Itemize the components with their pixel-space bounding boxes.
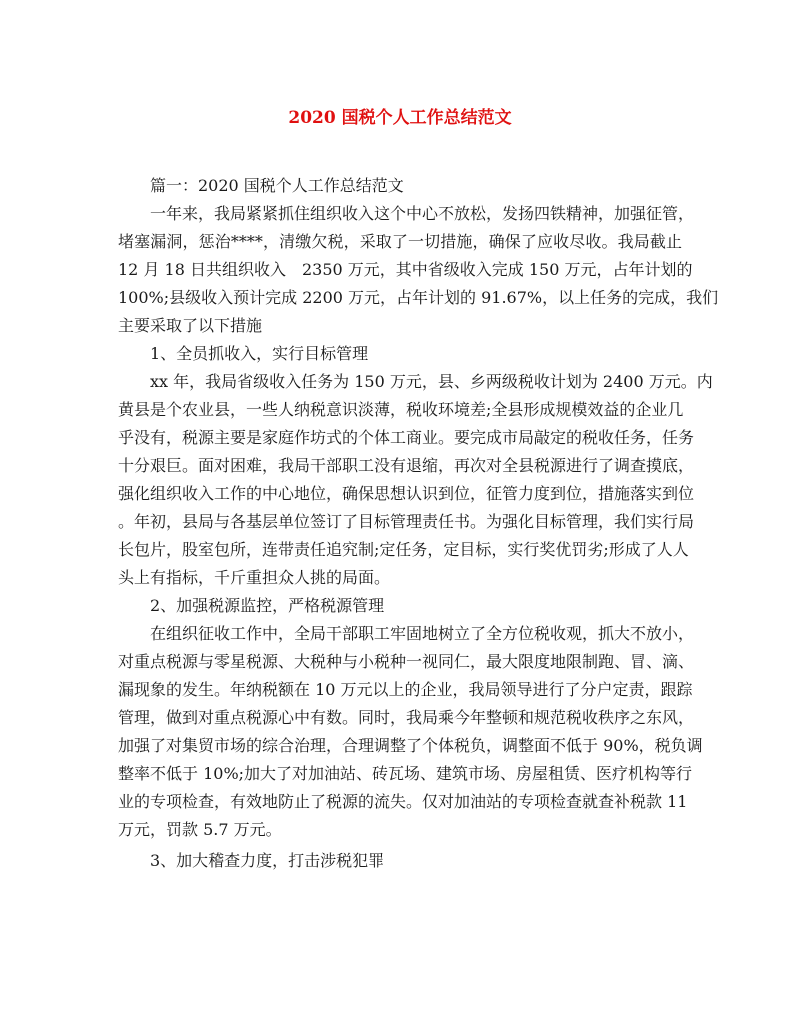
paragraph-line: 加强了对集贸市场的综合治理，合理调整了个体税负，调整面不低于 90%，税负调 [118,736,703,755]
paragraph-line: 十分艰巨。面对困难，我局干部职工没有退缩，再次对全县税源进行了调查摸底， [118,456,695,475]
paragraph-line: 在组织征收工作中，全局干部职工牢固地树立了全方位税收观，抓大不放小， [150,624,695,643]
paragraph-line: 业的专项检查，有效地防止了税源的流失。仅对加油站的专项检查就查补税款 11 [118,792,688,811]
paragraph-line: 堵塞漏洞，惩治****，清缴欠税，采取了一切措施，确保了应收尽收。我局截止 [118,232,682,251]
paragraph-line: 主要采取了以下措施 [118,316,263,335]
paragraph-line: xx 年，我局省级收入任务为 150 万元，县、乡两级税收计划为 2400 万元。内 [150,372,713,391]
paragraph-line: 头上有指标，千斤重担众人挑的局面。 [118,568,391,587]
paragraph-line: 对重点税源与零星税源、大税种与小税种一视同仁，最大限度地限制跑、冒、滴、 [118,652,695,671]
paragraph-line: 万元，罚款 5.7 万元。 [118,820,282,839]
paragraph-line: 黄县是个农业县，一些人纳税意识淡薄，税收环境差;全县形成规模效益的企业几 [118,400,684,419]
paragraph-line: 一年来，我局紧紧抓住组织收入这个中心不放松，发扬四铁精神，加强征管， [150,204,695,223]
paragraph-line: 100%;县级收入预计完成 2200 万元，占年计划的 91.67%，以上任务的完成，我们 [118,288,719,307]
paragraph-line: 漏现象的发生。年纳税额在 10 万元以上的企业，我局领导进行了分户定责，跟踪 [118,680,693,699]
paragraph-line: 强化组织收入工作的中心地位，确保思想认识到位，征管力度到位，措施落实到位 [118,484,695,503]
paragraph-line: 整率不低于 10%;加大了对加油站、砖瓦场、建筑市场、房屋租赁、医疗机构等行 [118,764,693,783]
paragraph-line: 长包片，股室包所，连带责任追究制;定任务，定目标，实行奖优罚劣;形成了人人 [118,540,689,559]
document-title: 2020 国税个人工作总结范文 [288,108,512,128]
document-body [118,172,719,875]
paragraph-line: 管理，做到对重点税源心中有数。同时，我局乘今年整顿和规范税收秩序之东风， [118,708,695,727]
subheading: 1、全员抓收入，实行目标管理 [150,344,369,363]
subheading: 2、加强税源监控，严格税源管理 [150,596,385,615]
subheading: 3、加大稽查力度，打击涉税犯罪 [150,851,385,870]
paragraph-line: 乎没有，税源主要是家庭作坊式的个体工商业。要完成市局敲定的税收任务，任务 [118,428,695,447]
section-heading: 篇一：2020 国税个人工作总结范文 [150,176,404,195]
paragraph-line: 。年初，县局与各基层单位签订了目标管理责任书。为强化目标管理，我们实行局 [118,512,695,531]
paragraph-line: 12 月 18 日共组织收入 2350 万元，其中省级收入完成 150 万元，占年计划的 [118,260,693,279]
